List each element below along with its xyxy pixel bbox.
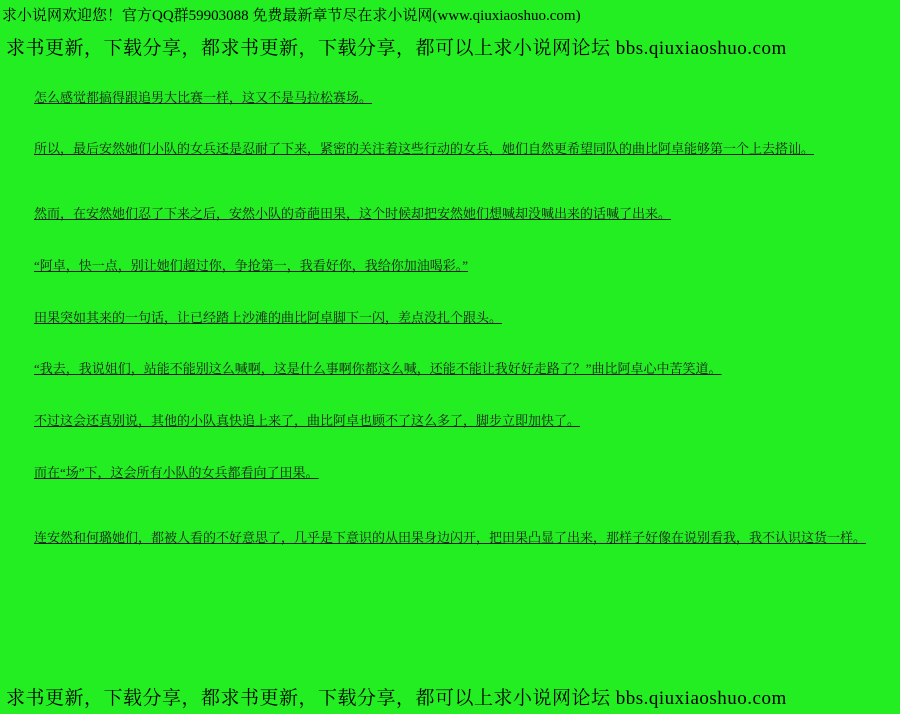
paragraph: “我去，我说姐们，站能不能别这么喊啊，这是什么事啊你都这么喊，还能不能让我好好走路了？”曲比阿卓心中苦笑道。 [34, 361, 722, 377]
paragraph: 怎么感觉都搞得跟追男大比赛一样，这又不是马拉松赛场。 [34, 89, 373, 105]
paragraph: 不过这会还真别说，其他的小队真快追上来了，曲比阿卓也顾不了这么多了，脚步立即加快了。 [34, 413, 581, 429]
paragraph: 而在“场”下，这会所有小队的女兵都看向了田果。 [34, 465, 319, 481]
novel-text-content [0, 64, 900, 549]
paragraph: 所以，最后安然她们小队的女兵还是忍耐了下来，紧密的关注着这些行动的女兵，她们自然更希望同队的曲比阿卓能够第一个上去搭讪。 [34, 141, 815, 157]
site-footer-promo-line: 求书更新，下载分享，都求书更新，下载分享，都可以上求小说网论坛 bbs.qiuxiaoshuo.com [6, 688, 787, 709]
site-header-promo-line: 求书更新，下载分享，都求书更新，下载分享，都可以上求小说网论坛 bbs.qiuxiaoshuo.com [6, 38, 787, 59]
paragraph: 然而，在安然她们忍了下来之后，安然小队的奇葩田果，这个时候却把安然她们想喊却没喊出来的话喊了出来。 [34, 206, 672, 222]
paragraph: 田果突如其来的一句话，让已经踏上沙滩的曲比阿卓脚下一闪，差点没扎个跟头。 [34, 309, 503, 325]
site-welcome-banner: 求小说网欢迎您！官方QQ群59903088 免费最新章节尽在求小说网(www.qiuxiaoshuo.com) [2, 8, 581, 24]
paragraph: 连安然和何璐她们，都被人看的不好意思了，几乎是下意识的从田果身边闪开，把田果凸显了出来，那样子好像在说别看我，我不认识这货一样。 [34, 529, 867, 545]
paragraph: “阿卓，快一点，别让她们超过你，争抢第一，我看好你，我给你加油喝彩。” [34, 257, 469, 273]
